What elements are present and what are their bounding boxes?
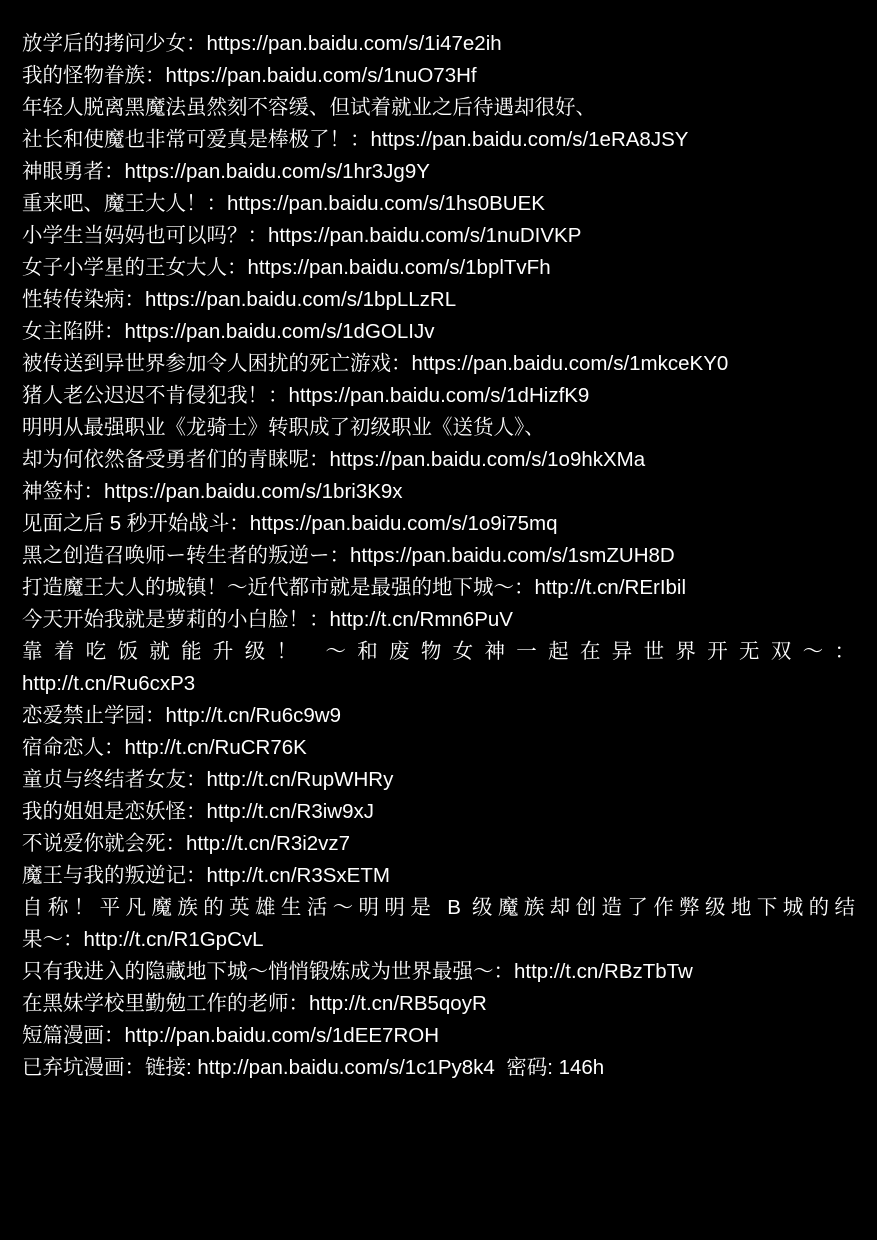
text-line: 神眼勇者：https://pan.baidu.com/s/1hr3Jg9Y xyxy=(22,160,430,183)
text-line: 打造魔王大人的城镇！〜近代都市就是最强的地下城〜：http://t.cn/RErIbil xyxy=(22,576,687,599)
text-line: 已弃坑漫画：链接: http://pan.baidu.com/s/1c1Py8k4 密码: 146h xyxy=(22,1056,605,1079)
text-line: 宿命恋人：http://t.cn/RuCR76K xyxy=(22,736,307,759)
text-line: 恋爱禁止学园：http://t.cn/Ru6c9w9 xyxy=(22,704,341,727)
text-line: 我的怪物眷族：https://pan.baidu.com/s/1nuO73Hf xyxy=(22,64,477,87)
text-line: 女主陷阱：https://pan.baidu.com/s/1dGOLIJv xyxy=(22,320,435,343)
text-line: 自称！平凡魔族的英雄生活〜明明是 B 级魔族却创造了作弊级地下城的结 xyxy=(22,896,855,919)
text-line: 今天开始我就是萝莉的小白脸！：http://t.cn/Rmn6PuV xyxy=(22,608,513,631)
text-line: 不说爱你就会死：http://t.cn/R3i2vz7 xyxy=(22,832,351,855)
text-line: 在黑妹学校里勤勉工作的老师：http://t.cn/RB5qoyR xyxy=(22,992,487,1015)
text-line: 却为何依然备受勇者们的青睐呢：https://pan.baidu.com/s/1o9hkXMa xyxy=(22,448,646,471)
text-line: 神签村：https://pan.baidu.com/s/1bri3K9x xyxy=(22,480,403,503)
text-line: 性转传染病：https://pan.baidu.com/s/1bpLLzRL xyxy=(22,288,457,311)
text-line: 短篇漫画：http://pan.baidu.com/s/1dEE7ROH xyxy=(22,1024,440,1047)
text-line: 社长和使魔也非常可爱真是棒极了！：https://pan.baidu.com/s/1eRA8JSY xyxy=(22,128,689,151)
text-line: 魔王与我的叛逆记：http://t.cn/R3SxETM xyxy=(22,864,390,887)
text-line: 女子小学星的王女大人：https://pan.baidu.com/s/1bplTvFh xyxy=(22,256,551,279)
text-line: 明明从最强职业《龙骑士》转职成了初级职业《送货人》、 xyxy=(22,416,545,439)
text-line: 黑之创造召唤师ー转生者的叛逆ー：https://pan.baidu.com/s/1smZUH8D xyxy=(22,544,675,567)
text-line: 靠着吃饭就能升级！ 〜和废物女神一起在异世界开无双〜： xyxy=(22,640,855,663)
text-line: 童贞与终结者女友：http://t.cn/RupWHRy xyxy=(22,768,394,791)
text-line: http://t.cn/Ru6cxP3 xyxy=(22,672,196,695)
text-line: 重来吧、魔王大人！：https://pan.baidu.com/s/1hs0BUEK xyxy=(22,192,545,215)
text-line: 果〜：http://t.cn/R1GpCvL xyxy=(22,928,264,951)
text-line: 被传送到异世界参加令人困扰的死亡游戏：https://pan.baidu.com/s/1mkceKY0 xyxy=(22,352,729,375)
text-line: 我的姐姐是恋妖怪：http://t.cn/R3iw9xJ xyxy=(22,800,374,823)
text-line: 放学后的拷问少女：https://pan.baidu.com/s/1i47e2ih xyxy=(22,32,502,55)
text-line: 小学生当妈妈也可以吗？：https://pan.baidu.com/s/1nuDIVKP xyxy=(22,224,582,247)
text-line: 年轻人脱离黑魔法虽然刻不容缓、但试着就业之后待遇却很好、 xyxy=(22,96,596,119)
text-line: 只有我进入的隐藏地下城〜悄悄锻炼成为世界最强〜：http://t.cn/RBzTbTw xyxy=(22,960,693,983)
text-line: 猪人老公迟迟不肯侵犯我！：https://pan.baidu.com/s/1dHizfK9 xyxy=(22,384,590,407)
text-line: 见面之后 5 秒开始战斗：https://pan.baidu.com/s/1o9i75mq xyxy=(22,512,558,535)
